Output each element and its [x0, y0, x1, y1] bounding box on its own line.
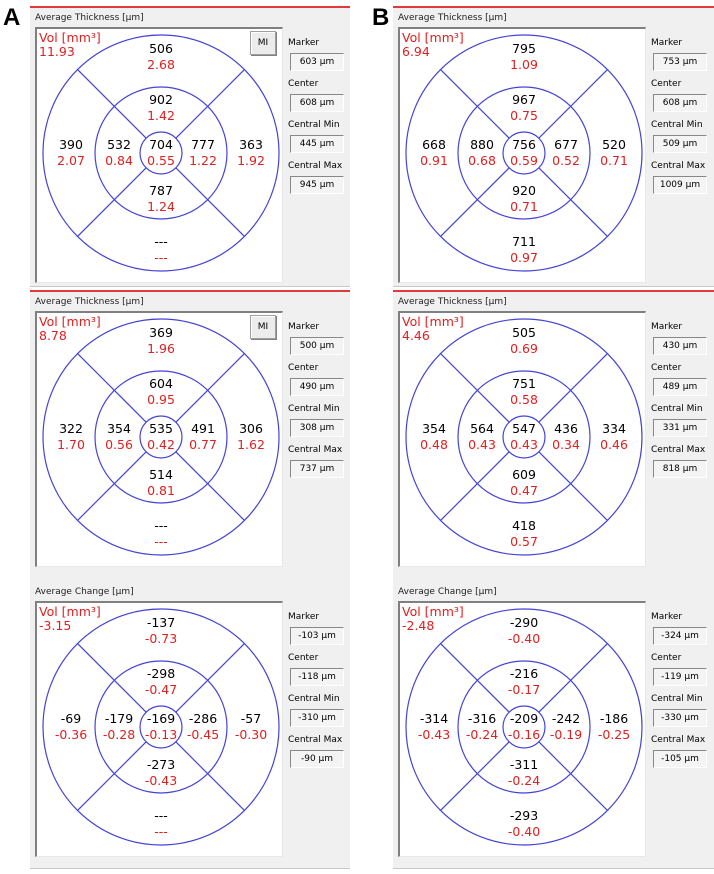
volume-value: 4.46 — [402, 328, 430, 343]
sector-thickness: --- — [154, 808, 168, 823]
sector-thickness: 795 — [512, 41, 536, 56]
sector-volume: 0.52 — [552, 153, 580, 168]
sector-value — [226, 137, 276, 169]
sector-volume: 0.48 — [420, 437, 448, 452]
sector-value — [136, 467, 186, 499]
stat-value-field: -105 µm — [653, 750, 707, 768]
sector-thickness: -316 — [467, 711, 497, 726]
sector-value — [136, 615, 186, 647]
sector-volume: 1.70 — [57, 437, 85, 452]
sector-value — [499, 666, 549, 698]
sector-value — [94, 711, 144, 743]
sector-value — [499, 757, 549, 789]
sector-thickness: 418 — [512, 518, 536, 533]
sector-volume: -0.24 — [465, 727, 499, 742]
sector-thickness: -298 — [146, 666, 176, 681]
sector-value — [499, 183, 549, 215]
sector-thickness: 354 — [422, 421, 446, 436]
sector-divider — [539, 70, 608, 139]
sector-value — [178, 421, 228, 453]
sector-thickness: 920 — [512, 183, 536, 198]
stat-value-field: 608 µm — [290, 94, 344, 112]
sector-value — [499, 376, 549, 408]
stat-value-field: 331 µm — [653, 419, 707, 437]
sector-thickness: 514 — [149, 467, 173, 482]
volume-label: Vol [mm³] — [402, 314, 464, 329]
sector-thickness: 751 — [512, 376, 536, 391]
stat-value-field: 945 µm — [290, 176, 344, 194]
panel-title: Average Thickness [µm] — [398, 13, 507, 23]
sector-thickness: 390 — [59, 137, 83, 152]
etdrs-grid-plot — [398, 27, 646, 283]
sector-value — [46, 137, 96, 169]
sector-volume: -0.40 — [507, 824, 541, 839]
sector-volume: 0.84 — [105, 153, 133, 168]
sector-value — [499, 615, 549, 647]
panel-title: Average Thickness [µm] — [398, 297, 507, 307]
stat-label: Marker — [651, 612, 683, 622]
sector-volume: 0.69 — [510, 341, 538, 356]
volume-value: 11.93 — [39, 44, 75, 59]
sector-value — [178, 711, 228, 743]
stat-label: Central Min — [651, 404, 703, 414]
sector-volume: 0.95 — [147, 392, 175, 407]
column-label-a: A — [3, 4, 21, 31]
sector-divider — [176, 742, 245, 811]
panel-title: Average Change [µm] — [398, 587, 497, 597]
sector-volume: 0.34 — [552, 437, 580, 452]
stat-label: Marker — [288, 612, 320, 622]
sector-volume: 0.58 — [510, 392, 538, 407]
sector-divider — [176, 168, 245, 237]
sector-thickness: 505 — [512, 325, 536, 340]
sector-thickness: -137 — [146, 615, 176, 630]
total-volume — [402, 605, 464, 633]
sector-value — [541, 711, 591, 743]
sector-volume: 0.43 — [510, 437, 538, 452]
statistics-column — [288, 38, 350, 208]
total-volume — [402, 315, 464, 343]
sector-volume: 1.42 — [147, 108, 175, 123]
stat-label: Central Max — [651, 735, 706, 745]
sector-value — [136, 808, 186, 840]
statistics-column — [288, 612, 350, 782]
sector-volume: 0.71 — [600, 153, 628, 168]
volume-value: -2.48 — [402, 618, 435, 633]
stat-value-field: -103 µm — [290, 627, 344, 645]
sector-value — [226, 711, 276, 743]
sector-divider — [176, 452, 245, 521]
sector-value — [46, 711, 96, 743]
sector-value — [541, 137, 591, 169]
sector-volume: 2.07 — [57, 153, 85, 168]
sector-volume: 1.09 — [510, 57, 538, 72]
sector-volume: -0.36 — [54, 727, 88, 742]
etdrs-panel — [393, 6, 714, 287]
sector-divider — [176, 70, 245, 139]
statistics-column — [651, 322, 713, 492]
stat-value-field: 818 µm — [653, 460, 707, 478]
stat-value-field: -90 µm — [290, 750, 344, 768]
stat-label: Center — [651, 363, 682, 373]
sector-thickness: -286 — [188, 711, 218, 726]
sector-volume: 0.57 — [510, 534, 538, 549]
stat-value-field: 445 µm — [290, 135, 344, 153]
etdrs-grid-plot — [35, 311, 283, 567]
sector-volume: 0.68 — [468, 153, 496, 168]
sector-thickness: 787 — [149, 183, 173, 198]
etdrs-panel — [30, 582, 350, 869]
sector-thickness: 322 — [59, 421, 83, 436]
stat-label: Center — [651, 79, 682, 89]
volume-label: Vol [mm³] — [39, 30, 101, 45]
sector-volume: -0.19 — [549, 727, 583, 742]
sector-value — [541, 421, 591, 453]
volume-value: 8.78 — [39, 328, 67, 343]
sector-value — [457, 137, 507, 169]
sector-thickness: 564 — [470, 421, 494, 436]
sector-volume: -0.47 — [144, 682, 178, 697]
sector-divider — [539, 168, 608, 237]
sector-volume: -0.25 — [597, 727, 631, 742]
stat-label: Center — [288, 653, 319, 663]
sector-thickness: 506 — [149, 41, 173, 56]
stat-label: Marker — [288, 38, 320, 48]
stat-value-field: 308 µm — [290, 419, 344, 437]
sector-thickness: 436 — [554, 421, 578, 436]
statistics-column — [288, 322, 350, 492]
sector-volume: --- — [154, 824, 168, 839]
stat-label: Center — [651, 653, 682, 663]
sector-thickness: 547 — [512, 421, 536, 436]
sector-divider — [539, 644, 608, 713]
sector-volume: 1.22 — [189, 153, 217, 168]
sector-value — [136, 666, 186, 698]
sector-value — [94, 137, 144, 169]
etdrs-grid-plot — [398, 601, 646, 857]
sector-divider — [539, 354, 608, 423]
sector-thickness: -314 — [419, 711, 449, 726]
stat-value-field: 430 µm — [653, 337, 707, 355]
sector-thickness: 967 — [512, 92, 536, 107]
sector-value — [136, 183, 186, 215]
sector-divider — [539, 452, 608, 521]
stat-value-field: -330 µm — [653, 709, 707, 727]
volume-value: -3.15 — [39, 618, 72, 633]
panel-title: Average Thickness [µm] — [35, 297, 144, 307]
sector-volume: 1.96 — [147, 341, 175, 356]
sector-value — [136, 757, 186, 789]
sector-value — [499, 518, 549, 550]
volume-label: Vol [mm³] — [402, 604, 464, 619]
sector-value — [136, 92, 186, 124]
column-label-b: B — [372, 4, 390, 31]
sector-thickness: 334 — [602, 421, 626, 436]
mi-button[interactable]: MI — [250, 31, 276, 55]
stat-label: Central Min — [651, 120, 703, 130]
sector-thickness: 306 — [239, 421, 263, 436]
etdrs-panel — [30, 290, 350, 583]
sector-volume: 1.62 — [237, 437, 265, 452]
volume-label: Vol [mm³] — [402, 30, 464, 45]
stat-label: Central Max — [288, 161, 343, 171]
sector-volume: 1.24 — [147, 199, 175, 214]
sector-volume: 0.81 — [147, 483, 175, 498]
sector-value — [499, 41, 549, 73]
sector-volume: -0.73 — [144, 631, 178, 646]
sector-thickness: -273 — [146, 757, 176, 772]
sector-thickness: 491 — [191, 421, 215, 436]
sector-value — [589, 421, 639, 453]
sector-value — [499, 325, 549, 357]
sector-value — [136, 325, 186, 357]
sector-thickness: 902 — [149, 92, 173, 107]
sector-volume: 0.56 — [105, 437, 133, 452]
sector-volume: 0.91 — [420, 153, 448, 168]
sector-volume: -0.45 — [186, 727, 220, 742]
sector-thickness: -293 — [509, 808, 539, 823]
sector-value — [178, 137, 228, 169]
sector-thickness: 532 — [107, 137, 131, 152]
sector-volume: -0.43 — [144, 773, 178, 788]
sector-thickness: -57 — [240, 711, 262, 726]
sector-volume: 0.97 — [510, 250, 538, 265]
etdrs-grid-plot — [35, 27, 283, 283]
stat-label: Central Max — [288, 735, 343, 745]
stat-label: Central Min — [288, 120, 340, 130]
stat-value-field: 737 µm — [290, 460, 344, 478]
statistics-column — [651, 38, 713, 208]
sector-value — [457, 421, 507, 453]
volume-label: Vol [mm³] — [39, 604, 101, 619]
sector-value — [94, 421, 144, 453]
sector-volume: -0.24 — [507, 773, 541, 788]
sector-thickness: -209 — [509, 711, 539, 726]
total-volume — [402, 31, 464, 59]
sector-thickness: -186 — [599, 711, 629, 726]
stat-label: Marker — [651, 322, 683, 332]
sector-value — [457, 711, 507, 743]
stat-label: Central Max — [651, 445, 706, 455]
sector-volume: 0.55 — [147, 153, 175, 168]
stat-label: Center — [288, 363, 319, 373]
sector-thickness: -311 — [509, 757, 539, 772]
sector-value — [499, 92, 549, 124]
sector-volume: -0.40 — [507, 631, 541, 646]
sector-value — [136, 376, 186, 408]
sector-volume: -0.30 — [234, 727, 268, 742]
sector-value — [409, 711, 459, 743]
sector-value — [409, 421, 459, 453]
sector-volume: 0.43 — [468, 437, 496, 452]
sector-thickness: -216 — [509, 666, 539, 681]
sector-thickness: 668 — [422, 137, 446, 152]
stat-label: Central Min — [288, 694, 340, 704]
stat-label: Central Max — [288, 445, 343, 455]
sector-value — [499, 234, 549, 266]
sector-thickness: -169 — [146, 711, 176, 726]
etdrs-panel — [393, 290, 714, 583]
sector-divider — [539, 742, 608, 811]
sector-thickness: 677 — [554, 137, 578, 152]
sector-thickness: 520 — [602, 137, 626, 152]
sector-volume: --- — [154, 250, 168, 265]
sector-thickness: -179 — [104, 711, 134, 726]
etdrs-grid-plot — [398, 311, 646, 567]
sector-volume: --- — [154, 534, 168, 549]
sector-value — [136, 41, 186, 73]
sector-divider — [176, 354, 245, 423]
sector-thickness: 354 — [107, 421, 131, 436]
sector-thickness: 609 — [512, 467, 536, 482]
sector-thickness: -290 — [509, 615, 539, 630]
stat-label: Central Min — [288, 404, 340, 414]
stat-value-field: 490 µm — [290, 378, 344, 396]
sector-volume: -0.13 — [144, 727, 178, 742]
sector-value — [499, 467, 549, 499]
sector-thickness: 363 — [239, 137, 263, 152]
stat-label: Central Max — [651, 161, 706, 171]
sector-value — [46, 421, 96, 453]
stat-value-field: -310 µm — [290, 709, 344, 727]
panel-title: Average Thickness [µm] — [35, 13, 144, 23]
sector-value — [409, 137, 459, 169]
stat-value-field: 753 µm — [653, 53, 707, 71]
stat-value-field: -118 µm — [290, 668, 344, 686]
stat-value-field: -324 µm — [653, 627, 707, 645]
sector-volume: 0.47 — [510, 483, 538, 498]
sector-divider — [176, 644, 245, 713]
stat-label: Marker — [651, 38, 683, 48]
sector-value — [589, 711, 639, 743]
sector-volume: 1.92 — [237, 153, 265, 168]
statistics-column — [651, 612, 713, 782]
stat-value-field: 509 µm — [653, 135, 707, 153]
sector-volume: 0.59 — [510, 153, 538, 168]
stat-label: Center — [288, 79, 319, 89]
panel-title: Average Change [µm] — [35, 587, 134, 597]
sector-volume: -0.43 — [417, 727, 451, 742]
stat-value-field: 1009 µm — [653, 176, 707, 194]
sector-thickness: 604 — [149, 376, 173, 391]
sector-volume: 2.68 — [147, 57, 175, 72]
sector-thickness: 777 — [191, 137, 215, 152]
sector-volume: 0.75 — [510, 108, 538, 123]
etdrs-panel — [30, 6, 350, 287]
sector-value — [226, 421, 276, 453]
stat-value-field: 603 µm — [290, 53, 344, 71]
sector-value — [589, 137, 639, 169]
total-volume — [39, 315, 101, 343]
sector-volume: -0.17 — [507, 682, 541, 697]
etdrs-panel — [393, 582, 714, 869]
sector-thickness: -69 — [60, 711, 82, 726]
sector-thickness: 704 — [149, 137, 173, 152]
sector-volume: -0.16 — [507, 727, 541, 742]
stat-value-field: 489 µm — [653, 378, 707, 396]
sector-thickness: -242 — [551, 711, 581, 726]
sector-volume: 0.46 — [600, 437, 628, 452]
mi-button[interactable]: MI — [250, 315, 276, 339]
sector-value — [499, 808, 549, 840]
stat-value-field: -119 µm — [653, 668, 707, 686]
sector-thickness: 535 — [149, 421, 173, 436]
sector-thickness: --- — [154, 518, 168, 533]
sector-thickness: --- — [154, 234, 168, 249]
sector-thickness: 880 — [470, 137, 494, 152]
sector-volume: 0.77 — [189, 437, 217, 452]
etdrs-grid-plot — [35, 601, 283, 857]
stat-value-field: 500 µm — [290, 337, 344, 355]
sector-value — [136, 518, 186, 550]
sector-volume: 0.71 — [510, 199, 538, 214]
stat-label: Central Min — [651, 694, 703, 704]
sector-thickness: 756 — [512, 137, 536, 152]
stat-value-field: 608 µm — [653, 94, 707, 112]
sector-volume: -0.28 — [102, 727, 136, 742]
stat-label: Marker — [288, 322, 320, 332]
sector-value — [136, 234, 186, 266]
sector-thickness: 711 — [512, 234, 536, 249]
volume-value: 6.94 — [402, 44, 430, 59]
total-volume — [39, 605, 101, 633]
total-volume — [39, 31, 101, 59]
sector-thickness: 369 — [149, 325, 173, 340]
volume-label: Vol [mm³] — [39, 314, 101, 329]
sector-volume: 0.42 — [147, 437, 175, 452]
